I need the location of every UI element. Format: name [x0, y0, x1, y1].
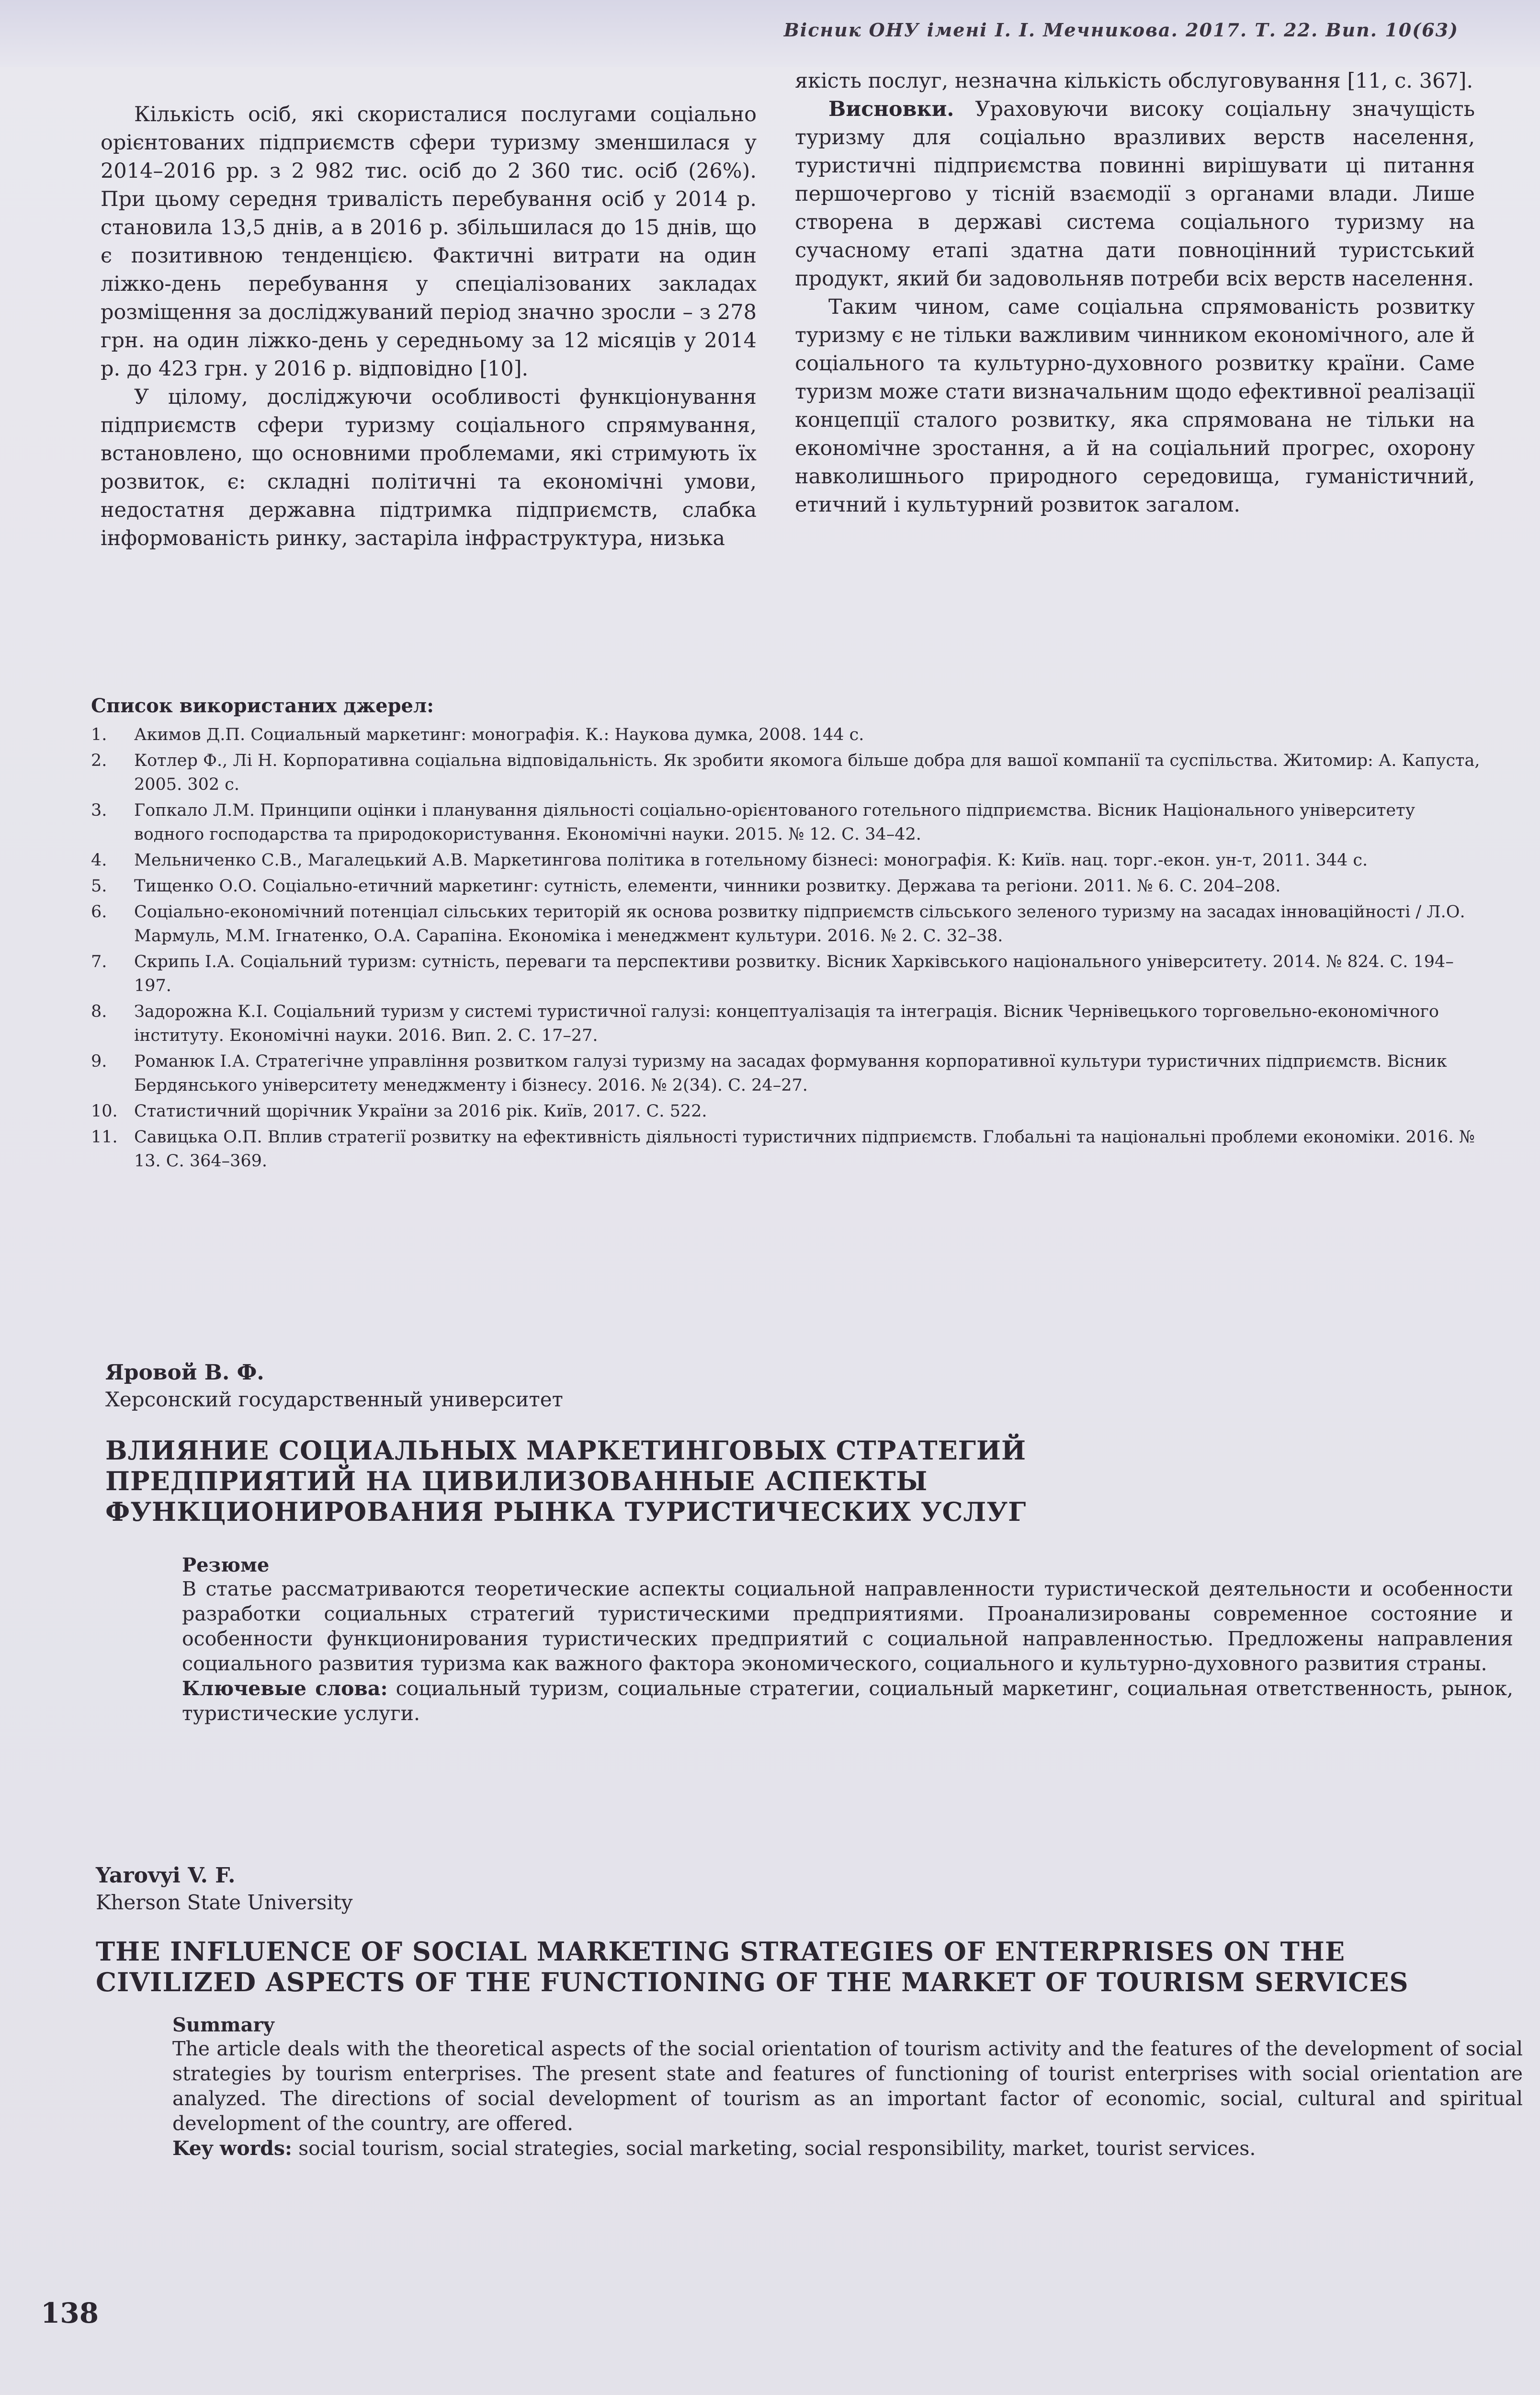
reference-text: Акимов Д.П. Социальный маркетинг: монографія. К.: Наукова думка, 2008. 144 с.	[134, 725, 864, 744]
body-column-left	[101, 101, 757, 553]
reference-item	[91, 749, 1489, 797]
reference-number: 1.	[91, 725, 107, 744]
reference-text: Савицька О.П. Вплив стратегії розвитку на ефективність діяльності туристичних підприємств. Глобальні та національні проблеми економіки. 2016. № 13. С. 364–369.	[134, 1128, 1475, 1171]
reference-text: Соціально-економічний потенціал сільських територій як основа розвитку підприємств сільського зеленого туризму на засадах інноваційності / Л.О. Мармуль, М.М. Ігнатенко, О.А. Сарапіна. Економіка і менеджмент культури. 2016. № 2. С. 32–38.	[134, 902, 1465, 946]
body-paragraph: Кількість осіб, які скористалися послугами соціально орієнтованих підприємств сфери туризму зменшилася у 2014–2016 рр. з 2 982 тис. осіб до 2 360 тис. осіб (26%). При цьому середня тривалість перебування осіб у 2014 р. становила 13,5 днів, а в 2016 р. збільшилася до 15 днів, що є позитивною тенденцією. Фактичні витрати на один ліжко-день перебування у спеціалізованих закладах розміщення за досліджуваний період значно зросли – з 278 грн. на один ліжко-день у середньому за 12 місяців у 2014 р. до 423 грн. у 2016 р. відповідно [10].	[101, 103, 757, 381]
reference-text: Задорожна К.І. Соціальний туризм у системі туристичної галузі: концептуалізація та інтеграція. Вісник Чернівецького торговельно-економічного інституту. Економічні науки. 2016. Вип. 2. С. 17–27.	[134, 1002, 1439, 1045]
summary-title: ВЛИЯНИЕ СОЦИАЛЬНЫХ МАРКЕТИНГОВЫХ СТРАТЕГИЙ ПРЕДПРИЯТИЙ НА ЦИВИЛИЗОВАННЫЕ АСПЕКТЫ ФУНКЦИОНИРОВАНИЯ РЫНКА ТУРИСТИЧЕСКИХ УСЛУГ	[105, 1435, 1027, 1527]
reference-item	[91, 1000, 1489, 1048]
reference-number: 6.	[91, 902, 107, 922]
body-paragraph: Таким чином, саме соціальна спрямованість розвитку туризму є не тільки важливим чинником економічного, але й соціального та культурно-духовного розвитку країни. Саме туризм може стати визначальним щодо ефективної реалізації концепції сталого розвитку, яка спрямована не тільки на економічне зростання, а й на соціальний прогрес, охорону навколишнього природного середовища, гуманістичний, етичний і культурний розвиток загалом.	[795, 295, 1475, 517]
reference-number: 3.	[91, 801, 107, 820]
conclusion-paragraph	[795, 95, 1475, 293]
reference-item	[91, 1049, 1489, 1097]
reference-item	[91, 874, 1489, 898]
keywords-text: social tourism, social strategies, social marketing, social responsibility, market, tourist services.	[292, 2137, 1256, 2160]
reference-number: 7.	[91, 952, 107, 971]
summary-label: Summary	[172, 2014, 274, 2036]
reference-text: Тищенко О.О. Соціально-етичний маркетинг: сутність, елементи, чинники розвитку. Держава та регіони. 2011. № 6. С. 204–208.	[134, 877, 1281, 896]
reference-number: 11.	[91, 1128, 118, 1147]
reference-number: 5.	[91, 877, 107, 896]
affiliation: Херсонский государственный университет	[105, 1388, 563, 1411]
english-summary	[96, 1863, 1523, 2161]
summary-text: В статье рассматриваются теоретические аспекты социальной направленности туристической деятельности и особенности разработки социальных стратегий туристическими предприятиями. Проанализированы современное состояние и особенности функционирования туристических предприятий с социальной направленностью. Предложены направления социального развития туризма как важного фактора экономического, социального и культурно-духовного развития страны.	[182, 1577, 1513, 1675]
keywords	[182, 1676, 1513, 1726]
running-header: Вісник ОНУ імені І. І. Мечникова. 2017. Т. 22. Вип. 10(63)	[783, 19, 1459, 41]
reference-text: Скрипь І.А. Соціальний туризм: сутність, переваги та перспективи розвитку. Вісник Харківського національного університету. 2014. № 824. С. 194–197.	[134, 952, 1454, 995]
russian-summary	[105, 1360, 1513, 1726]
reference-item	[91, 848, 1489, 872]
conclusion-lead: Висновки.	[828, 97, 954, 121]
reference-item	[91, 723, 1489, 747]
reference-text: Мельниченко С.В., Магалецький А.В. Маркетингова політика в готельному бізнесі: монографія. К: Київ. нац. торг.-екон. ун-т, 2011. 344 с.	[134, 851, 1368, 870]
affiliation: Kherson State University	[96, 1891, 353, 1914]
reference-number: 4.	[91, 851, 107, 870]
reference-text: Романюк І.А. Стратегічне управління розвитком галузі туризму на засадах формування корпоративної культури туристичних підприємств. Вісник Бердянського університету менеджменту і бізнесу. 2016. № 2(34). С. 24–27.	[134, 1052, 1447, 1095]
author-name: Yarovyi V. F.	[96, 1863, 236, 1888]
reference-number: 8.	[91, 1002, 107, 1021]
reference-item	[91, 950, 1489, 998]
reference-item	[91, 900, 1489, 948]
summary-label: Резюме	[182, 1554, 270, 1576]
body-paragraph: якість послуг, незначна кількість обслуговування [11, с. 367].	[795, 69, 1473, 93]
reference-item	[91, 1125, 1489, 1173]
reference-number: 2.	[91, 751, 107, 770]
references-list	[91, 723, 1489, 1173]
summary-title: THE INFLUENCE OF SOCIAL MARKETING STRATEGIES OF ENTERPRISES ON THE CIVILIZED ASPECTS OF THE FUNCTIONING OF THE MARKET OF TOURISM SERVICES	[96, 1936, 1409, 1997]
conclusion-text: Ураховуючи високу соціальну значущість туризму для соціально вразливих верств населення, туристичні підприємства повинні вирішувати ці питання першочергово у тісній взаємодії з органами влади. Лише створена в державі система соціального туризму на сучасному етапі здатна дати повноцінний туристський продукт, який би задовольняв потреби всіх верств населення.	[795, 97, 1475, 291]
body-column-right	[795, 67, 1475, 519]
body-paragraph: У цілому, досліджуючи особливості функціонування підприємств сфери туризму соціального спрямування, встановлено, що основними проблемами, які стримують їх розвиток, є: складні політичні та економічні умови, недостатня державна підтримка підприємств, слабка інформованість ринку, застаріла інфраструктура, низька	[101, 385, 757, 550]
reference-item	[91, 798, 1489, 846]
keywords-label: Ключевые слова:	[182, 1677, 388, 1700]
reference-text: Гопкало Л.М. Принципи оцінки і планування діяльності соціально-орієнтованого готельного підприємства. Вісник Національного університету водного господарства та природокористування. Економічні науки. 2015. № 12. С. 34–42.	[134, 801, 1415, 844]
references-title: Список використаних джерел:	[91, 695, 434, 717]
keywords-label: Key words:	[172, 2137, 293, 2160]
references-section	[91, 695, 1489, 1175]
reference-text: Котлер Ф., Лі Н. Корпоративна соціальна відповідальність. Як зробити якомога більше добра для вашої компанії та суспільства. Житомир: А. Капуста, 2005. 302 с.	[134, 751, 1480, 794]
reference-number: 9.	[91, 1052, 107, 1071]
reference-number: 10.	[91, 1102, 118, 1121]
reference-text: Статистичний щорічник України за 2016 рік. Київ, 2017. С. 522.	[134, 1102, 707, 1121]
keywords	[172, 2136, 1523, 2161]
summary-text: The article deals with the theoretical aspects of the social orientation of tourism activity and the features of the development of social strategies by tourism enterprises. The present state and features of functioning of tourist enterprises with social orientation are analyzed. The directions of social development of tourism as an important factor of economic, social, cultural and spiritual development of the country, are offered.	[172, 2037, 1523, 2135]
reference-item	[91, 1099, 1489, 1123]
keywords-text: социальный туризм, социальные стратегии, социальный маркетинг, социальная ответственность, рынок, туристические услуги.	[182, 1677, 1513, 1725]
author-name: Яровой В. Ф.	[105, 1360, 264, 1385]
page-number: 138	[41, 2297, 99, 2329]
